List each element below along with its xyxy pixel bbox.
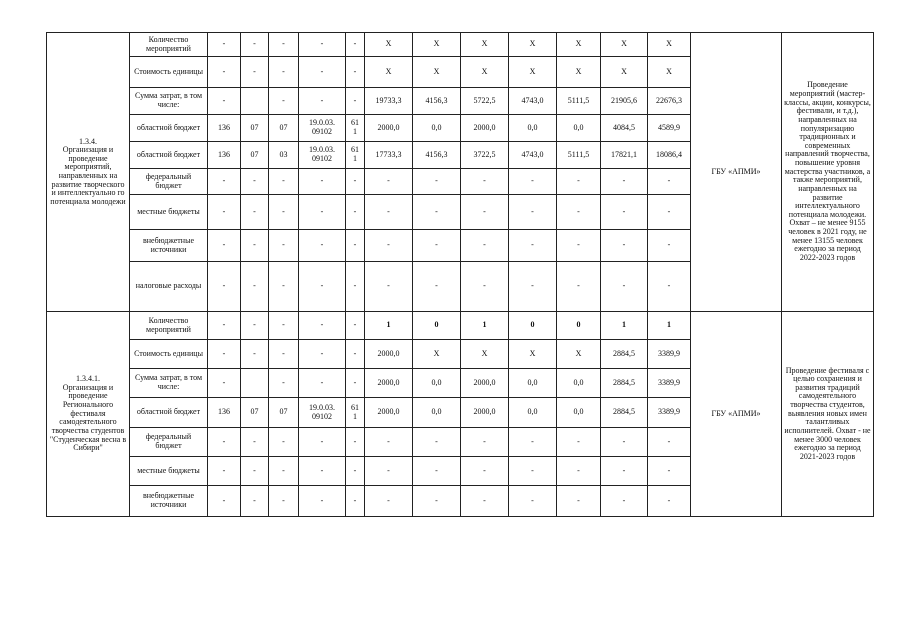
grbs-code-cell: - (208, 312, 241, 340)
value-cell: Х (557, 33, 601, 57)
value-cell: - (365, 428, 413, 457)
indicator-type-cell: Сумма затрат, в том числе: (130, 88, 208, 115)
value-cell: Х (413, 57, 461, 88)
value-cell: - (461, 169, 509, 195)
target-article-cell: 19.0.03. 09102 (299, 142, 346, 169)
indicator-type-cell: областной бюджет (130, 142, 208, 169)
value-cell: - (601, 262, 648, 312)
value-cell: - (601, 230, 648, 262)
value-cell: - (413, 230, 461, 262)
expense-type-cell: - (346, 312, 365, 340)
value-cell: 5111,5 (557, 88, 601, 115)
indicator-type-cell: внебюджетные источники (130, 230, 208, 262)
value-cell: 0,0 (413, 115, 461, 142)
indicator-type-cell: федеральный бюджет (130, 169, 208, 195)
subsection-code-cell: 07 (269, 115, 299, 142)
value-cell: 0,0 (557, 369, 601, 398)
grbs-code-cell: - (208, 486, 241, 517)
grbs-code-cell: 136 (208, 142, 241, 169)
value-cell: - (509, 428, 557, 457)
value-cell: - (557, 262, 601, 312)
value-cell: 1 (601, 312, 648, 340)
value-cell: - (648, 486, 691, 517)
value-cell: - (509, 457, 557, 486)
indicator-type-cell: местные бюджеты (130, 457, 208, 486)
value-cell: - (461, 457, 509, 486)
value-cell: 4156,3 (413, 142, 461, 169)
target-article-cell: - (299, 169, 346, 195)
grbs-code-cell: - (208, 195, 241, 230)
target-article-cell: - (299, 195, 346, 230)
subsection-code-cell: - (269, 457, 299, 486)
value-cell: Х (413, 340, 461, 369)
value-cell: 0,0 (557, 398, 601, 428)
value-cell: 3389,9 (648, 340, 691, 369)
expense-type-cell: - (346, 340, 365, 369)
value-cell: - (365, 486, 413, 517)
indicator-type-cell: областной бюджет (130, 398, 208, 428)
value-cell: 19733,3 (365, 88, 413, 115)
value-cell: Х (509, 57, 557, 88)
table-body (47, 33, 874, 517)
expense-type-cell: - (346, 88, 365, 115)
section-code-cell: - (241, 169, 269, 195)
table-row (47, 33, 874, 57)
value-cell: 2000,0 (365, 369, 413, 398)
grbs-code-cell: - (208, 88, 241, 115)
target-article-cell: 19.0.03. 09102 (299, 398, 346, 428)
value-cell: Х (557, 57, 601, 88)
value-cell: Х (601, 33, 648, 57)
value-cell: - (461, 195, 509, 230)
indicator-type-cell: внебюджетные источники (130, 486, 208, 517)
value-cell: Х (601, 57, 648, 88)
value-cell: - (601, 428, 648, 457)
value-cell: - (557, 169, 601, 195)
value-cell: - (557, 428, 601, 457)
value-cell: 4156,3 (413, 88, 461, 115)
value-cell: Х (648, 33, 691, 57)
value-cell: - (461, 428, 509, 457)
value-cell: - (557, 195, 601, 230)
target-article-cell: - (299, 369, 346, 398)
table-row (47, 312, 874, 340)
section-code-cell: - (241, 428, 269, 457)
value-cell: 0,0 (413, 369, 461, 398)
section-code-cell: - (241, 486, 269, 517)
expected-result-cell: Проведение мероприятий (мастер-классы, акции, конкурсы, фестивали, и т.д.), направленных на популяризацию традиционных и современных направлений творчества, повышение уровня мастерства участников, а также мероприятий, направленных на развитие интеллектуального потенциала молодежи. Охват – не менее 9155 человек в 2021 году, не менее 13155 человек ежегодно за период 2022-2023 годов (782, 33, 874, 312)
value-cell: 2884,5 (601, 398, 648, 428)
value-cell: 5111,5 (557, 142, 601, 169)
value-cell: 0,0 (509, 398, 557, 428)
expense-type-cell: 61 1 (346, 142, 365, 169)
value-cell: 17733,3 (365, 142, 413, 169)
grbs-code-cell: - (208, 262, 241, 312)
value-cell: 2000,0 (461, 115, 509, 142)
section-code-cell: - (241, 195, 269, 230)
value-cell: - (601, 169, 648, 195)
subsection-code-cell: - (269, 262, 299, 312)
value-cell: - (648, 457, 691, 486)
expense-type-cell: - (346, 369, 365, 398)
value-cell: - (648, 262, 691, 312)
value-cell: - (365, 457, 413, 486)
value-cell: 0,0 (509, 369, 557, 398)
responsible-executor-cell: ГБУ «АПМИ» (691, 312, 782, 517)
value-cell: 0 (413, 312, 461, 340)
value-cell: 2884,5 (601, 340, 648, 369)
target-article-cell: 19.0.03. 09102 (299, 115, 346, 142)
section-code-cell: - (241, 340, 269, 369)
indicator-type-cell: налоговые расходы (130, 262, 208, 312)
indicator-type-cell: областной бюджет (130, 115, 208, 142)
indicator-type-cell: Стоимость единицы (130, 340, 208, 369)
value-cell: 2000,0 (461, 369, 509, 398)
value-cell: Х (461, 340, 509, 369)
value-cell: 3389,9 (648, 369, 691, 398)
indicator-type-cell: федеральный бюджет (130, 428, 208, 457)
value-cell: - (413, 169, 461, 195)
target-article-cell: - (299, 428, 346, 457)
target-article-cell: - (299, 57, 346, 88)
value-cell: 3722,5 (461, 142, 509, 169)
value-cell: Х (509, 33, 557, 57)
section-code-cell: - (241, 457, 269, 486)
value-cell: 2000,0 (365, 340, 413, 369)
value-cell: Х (413, 33, 461, 57)
section-code-cell: 07 (241, 142, 269, 169)
expense-type-cell: - (346, 33, 365, 57)
subsection-code-cell: 03 (269, 142, 299, 169)
value-cell: - (365, 262, 413, 312)
target-article-cell: - (299, 312, 346, 340)
value-cell: - (648, 169, 691, 195)
value-cell: Х (461, 33, 509, 57)
grbs-code-cell: - (208, 230, 241, 262)
value-cell: 4743,0 (509, 142, 557, 169)
indicator-type-cell: Количество мероприятий (130, 312, 208, 340)
value-cell: - (601, 195, 648, 230)
value-cell: 4084,5 (601, 115, 648, 142)
subsection-code-cell: 07 (269, 398, 299, 428)
subsection-code-cell: - (269, 169, 299, 195)
target-article-cell: - (299, 340, 346, 369)
grbs-code-cell: - (208, 169, 241, 195)
value-cell: 0 (509, 312, 557, 340)
value-cell: 17821,1 (601, 142, 648, 169)
value-cell: Х (365, 33, 413, 57)
grbs-code-cell: 136 (208, 398, 241, 428)
subsection-code-cell: - (269, 312, 299, 340)
value-cell: 0,0 (509, 115, 557, 142)
value-cell: - (413, 486, 461, 517)
value-cell: 4743,0 (509, 88, 557, 115)
responsible-executor-cell: ГБУ «АПМИ» (691, 33, 782, 312)
value-cell: - (461, 230, 509, 262)
value-cell: - (413, 195, 461, 230)
expense-type-cell: - (346, 57, 365, 88)
section-code-cell: - (241, 262, 269, 312)
subsection-code-cell: - (269, 230, 299, 262)
section-code-cell: - (241, 57, 269, 88)
subsection-code-cell: - (269, 195, 299, 230)
subsection-code-cell: - (269, 88, 299, 115)
indicator-type-cell: местные бюджеты (130, 195, 208, 230)
value-cell: 0 (557, 312, 601, 340)
expense-type-cell: 61 1 (346, 115, 365, 142)
expense-type-cell: - (346, 230, 365, 262)
section-code-cell (241, 369, 269, 398)
expense-type-cell: 61 1 (346, 398, 365, 428)
value-cell: Х (557, 340, 601, 369)
grbs-code-cell: 136 (208, 115, 241, 142)
section-code-cell: - (241, 312, 269, 340)
measure-name-cell: 1.3.4. Организация и проведение мероприятий, направленных на развитие творческого и интеллектуально го потенциала молодежи (47, 33, 130, 312)
target-article-cell: - (299, 33, 346, 57)
section-code-cell (241, 88, 269, 115)
value-cell: - (365, 169, 413, 195)
section-code-cell: - (241, 230, 269, 262)
value-cell: Х (509, 340, 557, 369)
value-cell: - (557, 230, 601, 262)
grbs-code-cell: - (208, 33, 241, 57)
value-cell: 21905,6 (601, 88, 648, 115)
grbs-code-cell: - (208, 340, 241, 369)
value-cell: 2000,0 (365, 398, 413, 428)
value-cell: 0,0 (557, 115, 601, 142)
value-cell: - (413, 262, 461, 312)
value-cell: - (557, 457, 601, 486)
indicator-type-cell: Количество мероприятий (130, 33, 208, 57)
value-cell: - (648, 195, 691, 230)
value-cell: 18086,4 (648, 142, 691, 169)
expected-result-cell: Проведение фестиваля с целью сохранения и развития традиций самодеятельного творчества студентов, выявления новых имен талантливых исполнителей. Охват - не менее 3000 человек ежегодно за период 2021-2023 годов (782, 312, 874, 517)
target-article-cell: - (299, 88, 346, 115)
measure-name-cell: 1.3.4.1. Организация и проведение Регионального фестиваля самодеятельного творчества студентов "Студенческая весна в Сибири" (47, 312, 130, 517)
section-code-cell: 07 (241, 115, 269, 142)
value-cell: 2000,0 (461, 398, 509, 428)
expense-type-cell: - (346, 486, 365, 517)
value-cell: Х (648, 57, 691, 88)
value-cell: 1 (461, 312, 509, 340)
value-cell: 2884,5 (601, 369, 648, 398)
section-code-cell: 07 (241, 398, 269, 428)
value-cell: - (365, 230, 413, 262)
target-article-cell: - (299, 262, 346, 312)
subsection-code-cell: - (269, 428, 299, 457)
expense-type-cell: - (346, 169, 365, 195)
value-cell: - (509, 169, 557, 195)
subsection-code-cell: - (269, 340, 299, 369)
expense-type-cell: - (346, 428, 365, 457)
target-article-cell: - (299, 457, 346, 486)
subsection-code-cell: - (269, 33, 299, 57)
target-article-cell: - (299, 230, 346, 262)
expense-type-cell: - (346, 457, 365, 486)
value-cell: - (648, 230, 691, 262)
value-cell: - (601, 457, 648, 486)
grbs-code-cell: - (208, 57, 241, 88)
expense-type-cell: - (346, 262, 365, 312)
value-cell: 1 (648, 312, 691, 340)
value-cell: - (557, 486, 601, 517)
value-cell: - (365, 195, 413, 230)
value-cell: - (509, 262, 557, 312)
value-cell: - (601, 486, 648, 517)
value-cell: 5722,5 (461, 88, 509, 115)
value-cell: 2000,0 (365, 115, 413, 142)
grbs-code-cell: - (208, 428, 241, 457)
value-cell: 0,0 (413, 398, 461, 428)
budget-table (46, 32, 874, 517)
section-code-cell: - (241, 33, 269, 57)
value-cell: - (509, 195, 557, 230)
value-cell: 3389,9 (648, 398, 691, 428)
grbs-code-cell: - (208, 457, 241, 486)
value-cell: - (509, 230, 557, 262)
value-cell: Х (365, 57, 413, 88)
indicator-type-cell: Стоимость единицы (130, 57, 208, 88)
value-cell: 1 (365, 312, 413, 340)
subsection-code-cell: - (269, 486, 299, 517)
value-cell: 4589,9 (648, 115, 691, 142)
value-cell: - (648, 428, 691, 457)
grbs-code-cell: - (208, 369, 241, 398)
expense-type-cell: - (346, 195, 365, 230)
value-cell: - (509, 486, 557, 517)
value-cell: - (461, 262, 509, 312)
value-cell: - (413, 428, 461, 457)
target-article-cell: - (299, 486, 346, 517)
value-cell: - (461, 486, 509, 517)
value-cell: Х (461, 57, 509, 88)
value-cell: 22676,3 (648, 88, 691, 115)
value-cell: - (413, 457, 461, 486)
indicator-type-cell: Сумма затрат, в том числе: (130, 369, 208, 398)
subsection-code-cell: - (269, 369, 299, 398)
subsection-code-cell: - (269, 57, 299, 88)
